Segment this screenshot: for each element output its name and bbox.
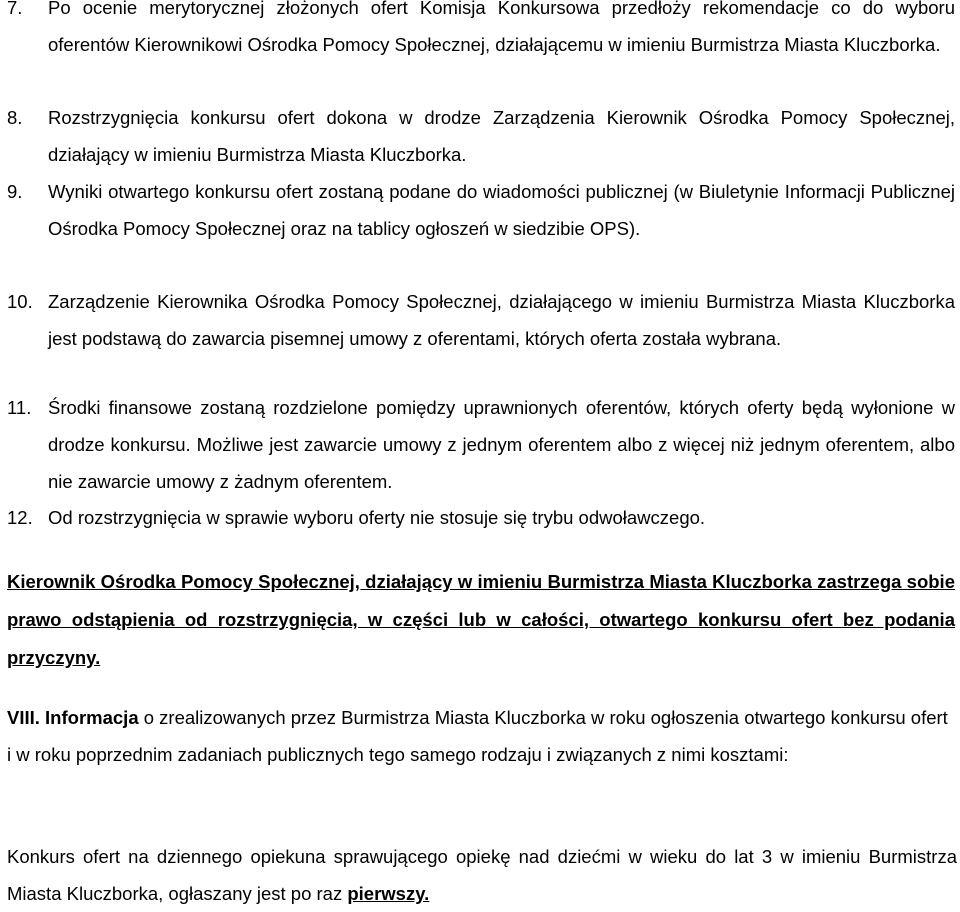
list-item	[7, 99, 955, 173]
list-item	[7, 173, 955, 247]
list-item	[7, 389, 955, 500]
list-item-number: 11.	[7, 397, 32, 418]
list-item-text: Rozstrzygnięcia konkursu ofert dokona w drodze Zarządzenia Kierownik Ośrodka Pomocy Społecznej, działający w imieniu Burmistrza Miasta Kluczborka.	[48, 107, 955, 165]
list-item-number: 12.	[7, 507, 33, 528]
list-item-text: Wyniki otwartego konkursu ofert zostaną podane do wiadomości publicznej (w Biuletynie Informacji Publicznej Ośrodka Pomocy Społecznej oraz na tablicy ogłoszeń w siedzibie OPS).	[48, 181, 955, 239]
paragraph-text: Konkurs ofert na dziennego opiekuna sprawującego opiekę nad dziećmi w wieku do lat 3 w imieniu Burmistrza Miasta Kluczborka, ogłaszany jest po raz	[7, 846, 957, 904]
paragraph-emphasis: pierwszy.	[347, 883, 430, 904]
list-item-text: Środki finansowe zostaną rozdzielone pomiędzy uprawnionych oferentów, których oferty będą wyłonione w drodze konkursu. Możliwe jest zawarcie umowy z jednym oferentem albo z więcej niż jednym oferentem, albo nie zawarcie umowy z żadnym oferentem.	[48, 397, 955, 492]
list-item-text: Po ocenie merytorycznej złożonych ofert Komisja Konkursowa przedłoży rekomendacje co do wyboru oferentów Kierownikowi Ośrodka Pomocy Społecznej, działającemu w imieniu Burmistrza Miasta Kluczborka.	[48, 0, 955, 55]
list-item	[7, 499, 955, 536]
list-item-number: 7.	[7, 0, 23, 18]
contest-paragraph	[7, 838, 957, 912]
list-item-number: 9.	[7, 181, 23, 202]
list-item	[7, 283, 955, 357]
list-item-text: Zarządzenie Kierownika Ośrodka Pomocy Społecznej, działającego w imieniu Burmistrza Miasta Kluczborka jest podstawą do zawarcia pisemnej umowy z oferentami, których oferta została wybrana.	[48, 291, 955, 349]
section-text: o zrealizowanych przez Burmistrza Miasta Kluczborka w roku ogłoszenia otwartego konkursu ofert i w roku poprzednim zadaniach publicznych tego samego rodzaju i związanych z nimi kosztami:	[7, 707, 948, 765]
section-viii	[7, 699, 957, 773]
list-item-text: Od rozstrzygnięcia w sprawie wyboru oferty nie stosuje się trybu odwoławczego.	[48, 507, 706, 528]
reservation-notice: Kierownik Ośrodka Pomocy Społecznej, działający w imieniu Burmistrza Miasta Kluczborka zastrzega sobie prawo odstąpienia od rozstrzygnięcia, w części lub w całości, otwartego konkursu ofert bez podania przyczyny.	[7, 571, 955, 668]
section-heading: Informacja	[45, 707, 139, 728]
list-item-number: 8.	[7, 107, 23, 128]
list-item-number: 10.	[7, 291, 33, 312]
section-number: VIII.	[7, 707, 40, 728]
list-item	[7, 0, 955, 63]
